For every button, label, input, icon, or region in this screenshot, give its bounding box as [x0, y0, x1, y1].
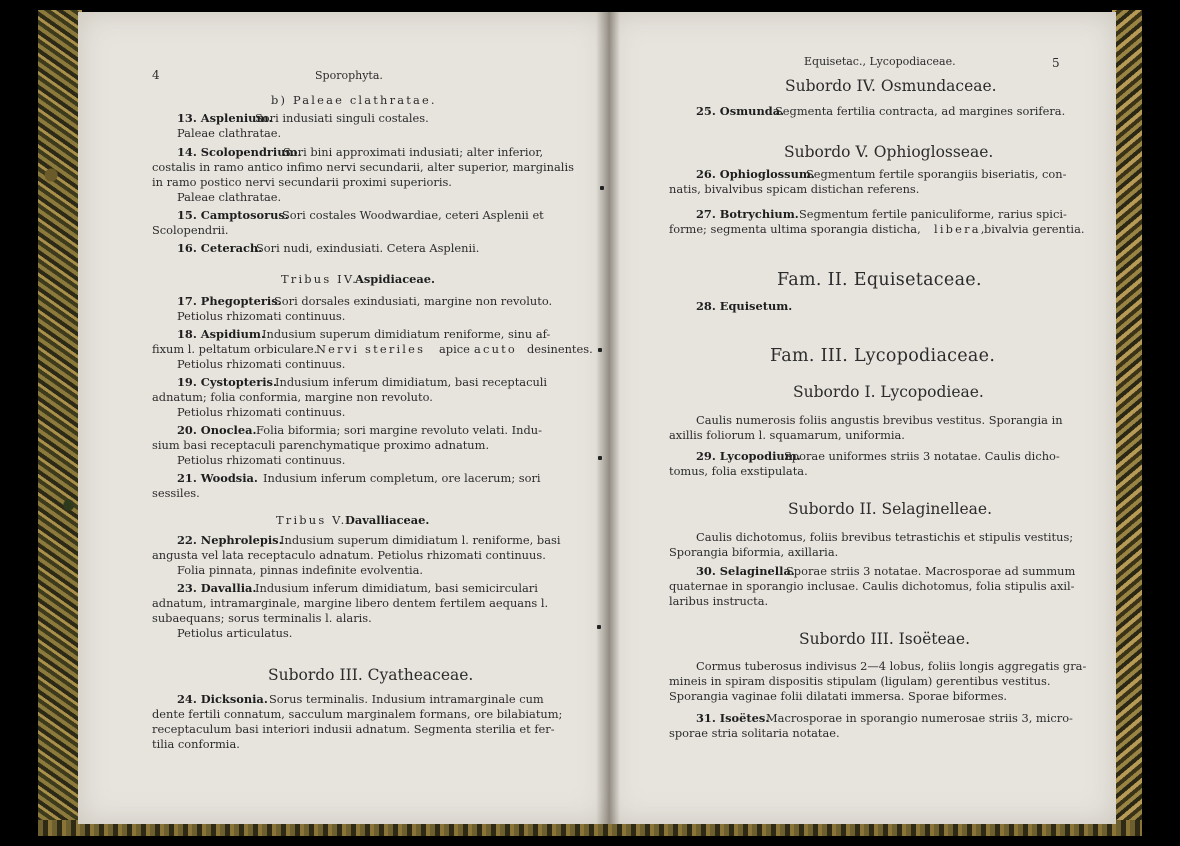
subordo-heading: Subordo III. Isoëteae. [799, 630, 970, 648]
genus-name: 21. Woodsia. [177, 471, 258, 485]
text-line: quaternae in sporangio inclusae. Caulis dichotomus, folia stipulis axil- [669, 579, 1075, 593]
text-spaced: acuto [474, 342, 517, 356]
text-line: subaequans; sorus terminalis l. alaris. [152, 611, 372, 625]
page-number: 4 [152, 68, 160, 82]
text-line: desinentes. [527, 342, 593, 356]
gutter-mark [598, 348, 602, 352]
genus-name: 20. Onoclea. [177, 423, 257, 437]
text-line: Paleae clathratae. [177, 126, 282, 140]
genus-name: 25. Osmunda. [696, 104, 785, 118]
text-spaced: Nervi steriles [316, 342, 426, 356]
right-cover-edge [1112, 10, 1142, 835]
text-line: Petiolus rhizomati continuus. [177, 309, 346, 323]
subordo-heading: Subordo IV. Osmundaceae. [785, 77, 997, 95]
section-heading: b) Paleae clathratae. [271, 93, 437, 107]
tribus-heading: Tribus V. [276, 513, 347, 527]
running-head: Equisetac., Lycopodiaceae. [804, 55, 956, 68]
text-line: Sori costales Woodwardiae, ceteri Asplenii et [282, 208, 544, 222]
genus-name: 28. Equisetum. [696, 299, 793, 313]
text-line: Indusium superum dimidiatum reniforme, sinu af- [262, 327, 551, 341]
book-gutter [596, 12, 620, 824]
text-line: Caulis dichotomus, foliis brevibus tetrastichis et stipulis vestitus; [696, 530, 1074, 544]
subordo-heading: Subordo V. Ophioglosseae. [784, 143, 994, 161]
text-line: Sori dorsales exindusiati, margine non revoluto. [274, 294, 553, 308]
text-line: forme; segmenta ultima sporangia disticha, [669, 222, 921, 236]
text-line: axillis foliorum l. squamarum, uniformia. [669, 428, 905, 442]
text-line: Sori bini approximati indusiati; alter inferior, [283, 145, 544, 159]
genus-name: 30. Selaginella. [696, 564, 795, 578]
gutter-mark [598, 456, 602, 460]
tribus-name: Aspidiaceae. [355, 272, 435, 286]
text-line: mineis in spiram dispositis stipulam (ligulam) gerentibus vestitus. [669, 674, 1051, 688]
text-line: Scolopendrii. [152, 223, 229, 237]
genus-name: 27. Botrychium. [696, 207, 799, 221]
left-cover-edge [38, 10, 82, 835]
genus-name: 29. Lycopodium. [696, 449, 801, 463]
text-line: adnatum; folia conformia, margine non revoluto. [152, 390, 433, 404]
genus-name: 18. Aspidium. [177, 327, 265, 341]
genus-name: 14. Scolopendrium. [177, 145, 302, 159]
text-line: Sori nudi, exindusiati. Cetera Asplenii. [256, 241, 480, 255]
text-line: Segmentum fertile paniculiforme, rarius spici- [799, 207, 1067, 221]
text-line: Indusium superum dimidiatum l. reniforme, basi [280, 533, 561, 547]
text-line: tilia conformia. [152, 737, 240, 751]
genus-name: 16. Ceterach. [177, 241, 263, 255]
subordo-heading: Subordo I. Lycopodieae. [793, 383, 984, 401]
gutter-mark [597, 625, 601, 629]
gutter-mark [600, 186, 604, 190]
text-line: apice [439, 342, 470, 356]
genus-name: 17. Phegopteris. [177, 294, 282, 308]
text-line: Sporae striis 3 notatae. Macrosporae ad summum [786, 564, 1076, 578]
text-line: costalis in ramo antico infimo nervi secundarii, alter superior, marginalis [152, 160, 574, 174]
text-line: Indusium inferum dimidiatum, basi semicirculari [255, 581, 538, 595]
text-line: sporae stria solitaria notatae. [669, 726, 840, 740]
text-line: in ramo postico nervi secundarii proximi superioris. [152, 175, 452, 189]
text-line: Segmenta fertilia contracta, ad margines sorifera. [775, 104, 1066, 118]
text-line: Folia pinnata, pinnas indefinite evolventia. [177, 563, 424, 577]
family-heading: Fam. III. Lycopodiaceae. [770, 346, 996, 366]
text-line: Folia biformia; sori margine revoluto velati. Indu- [256, 423, 542, 437]
genus-name: 31. Isoëtes. [696, 711, 770, 725]
text-line: Petiolus rhizomati continuus. [177, 453, 346, 467]
text-line: adnatum, intramarginale, margine libero dentem fertilem aequans l. [152, 596, 549, 610]
text-line: Macrosporae in sporangio numerosae striis 3, micro- [766, 711, 1073, 725]
text-line: Petiolus rhizomati continuus. [177, 357, 346, 371]
text-line: Petiolus rhizomati continuus. [177, 405, 346, 419]
genus-name: 23. Davallia. [177, 581, 257, 595]
tribus-heading: Tribus IV. [281, 272, 359, 286]
text-line: laribus instructa. [669, 594, 769, 608]
text-line: Cormus tuberosus indivisus 2—4 lobus, foliis longis aggregatis gra- [696, 659, 1087, 673]
text-line: sium basi receptaculi parenchymatique proximo adnatum. [152, 438, 490, 452]
genus-name: 22. Nephrolepis. [177, 533, 283, 547]
subordo-heading: Subordo III. Cyatheaceae. [268, 666, 474, 684]
text-line: fixum l. peltatum orbiculare. [152, 342, 318, 356]
text-line: Caulis numerosis foliis angustis brevibus vestitus. Sporangia in [696, 413, 1063, 427]
text-line: tomus, folia exstipulata. [669, 464, 808, 478]
text-line: bivalvia gerentia. [984, 222, 1085, 236]
text-line: Sporae uniformes striis 3 notatae. Caulis dicho- [784, 449, 1060, 463]
text-line: Sporangia vaginae folii dilatati immersa. Sporae biformes. [669, 689, 1008, 703]
text-line: Indusium inferum completum, ore lacerum; sori [263, 471, 541, 485]
text-line: Segmentum fertile sporangiis biseriatis, con- [806, 167, 1067, 181]
text-line: Sori indusiati singuli costales. [255, 111, 429, 125]
genus-name: 24. Dicksonia. [177, 692, 268, 706]
page-number: 5 [1052, 56, 1060, 70]
genus-name: 19. Cystopteris. [177, 375, 277, 389]
genus-name: 15. Camptosorus. [177, 208, 289, 222]
text-spaced: libera, [934, 222, 987, 236]
text-line: dente fertili connatum, sacculum marginalem formans, ore bilabiatum; [152, 707, 563, 721]
genus-name: 26. Ophioglossum. [696, 167, 815, 181]
text-line: natis, bivalvibus spicam distichan referens. [669, 182, 920, 196]
text-line: Sporangia biformia, axillaria. [669, 545, 839, 559]
text-line: Paleae clathratae. [177, 190, 282, 204]
text-line: angusta vel lata receptaculo adnatum. Petiolus rhizomati continuus. [152, 548, 546, 562]
genus-name: 13. Asplenium. [177, 111, 273, 125]
text-line: Petiolus articulatus. [177, 626, 293, 640]
family-heading: Fam. II. Equisetaceae. [777, 270, 982, 290]
text-line: Indusium inferum dimidiatum, basi receptaculi [275, 375, 548, 389]
text-line: sessiles. [152, 486, 200, 500]
tribus-name: Davalliaceae. [345, 513, 430, 527]
text-line: Sorus terminalis. Indusium intramarginale cum [269, 692, 544, 706]
text-line: receptaculum basi interiori indusii adnatum. Segmenta sterilia et fer- [152, 722, 555, 736]
subordo-heading: Subordo II. Selaginelleae. [788, 500, 992, 518]
running-head: Sporophyta. [315, 69, 383, 82]
